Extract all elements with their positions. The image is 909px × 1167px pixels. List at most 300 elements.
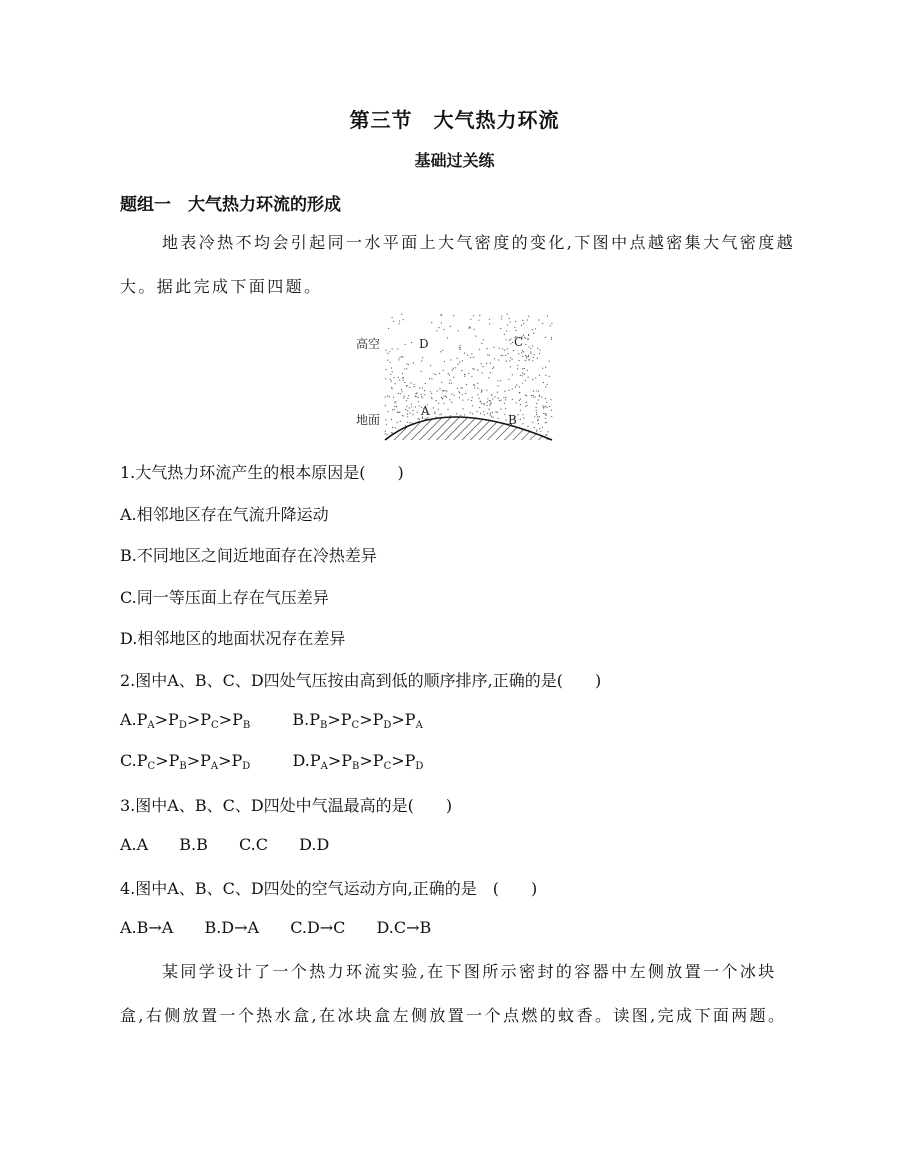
density-dot xyxy=(421,396,422,397)
density-dot xyxy=(481,390,482,391)
density-dot xyxy=(527,338,528,339)
density-dot xyxy=(477,383,478,384)
density-dot xyxy=(440,351,441,352)
density-dot xyxy=(517,414,518,415)
density-dot xyxy=(443,370,444,371)
density-dot xyxy=(385,405,386,406)
density-dot xyxy=(473,384,474,385)
density-dot xyxy=(449,383,450,384)
density-dot xyxy=(411,403,412,404)
density-dot xyxy=(406,385,407,386)
density-dot xyxy=(526,356,527,357)
density-dot xyxy=(506,360,507,361)
density-dot xyxy=(551,410,552,411)
density-dot xyxy=(522,320,523,321)
density-dot xyxy=(549,376,550,377)
density-dot xyxy=(488,377,489,378)
density-dot xyxy=(545,413,546,414)
density-dot xyxy=(409,387,410,388)
density-dot xyxy=(398,377,399,378)
density-dot xyxy=(387,395,388,396)
density-dot xyxy=(441,413,442,414)
density-dot xyxy=(392,348,393,349)
density-dot xyxy=(533,391,534,392)
density-dot xyxy=(390,379,391,380)
density-dot xyxy=(515,386,516,387)
density-dot xyxy=(528,355,529,356)
density-dot xyxy=(481,372,482,373)
density-dot xyxy=(390,374,391,375)
question-3-stem: 3.图中A、B、C、D四处中气温最高的是( ) xyxy=(120,796,453,815)
density-dot xyxy=(517,368,518,369)
ground-hatch xyxy=(385,417,552,440)
density-dot xyxy=(470,412,471,413)
density-dot xyxy=(455,367,456,368)
density-dot xyxy=(516,402,517,403)
density-dot xyxy=(421,371,422,372)
density-dot xyxy=(481,363,482,364)
density-dot xyxy=(391,367,392,368)
density-dot xyxy=(516,330,517,331)
density-dot xyxy=(520,399,521,400)
density-dot xyxy=(507,314,508,315)
density-figure xyxy=(352,312,562,446)
question-1-option-d: D.相邻地区的地面状况存在差异 xyxy=(120,629,346,648)
density-dot xyxy=(416,393,417,394)
density-dot xyxy=(500,328,501,329)
density-dot xyxy=(537,348,538,349)
density-dot xyxy=(402,391,403,392)
density-dot xyxy=(406,400,407,401)
density-dot xyxy=(389,396,390,397)
density-dot xyxy=(506,330,507,331)
density-dot xyxy=(512,388,513,389)
density-dot xyxy=(523,418,524,419)
question-4-stem: 4.图中A、B、C、D四处的空气运动方向,正确的是 ( ) xyxy=(120,879,538,898)
density-dot xyxy=(538,399,539,400)
density-dot xyxy=(518,353,519,354)
density-dot xyxy=(479,407,480,408)
density-dot xyxy=(487,413,488,414)
density-dot xyxy=(512,374,513,375)
density-dot xyxy=(526,395,527,396)
density-dot xyxy=(470,319,471,320)
density-dot xyxy=(493,417,494,418)
density-dot xyxy=(521,325,522,326)
density-dot xyxy=(441,382,442,383)
group-heading: 题组一 大气热力环流的形成 xyxy=(120,195,341,215)
density-dot xyxy=(545,418,546,419)
density-dot xyxy=(401,314,402,315)
density-dot xyxy=(457,388,458,389)
density-dot xyxy=(477,388,478,389)
density-dot xyxy=(421,394,422,395)
density-dot xyxy=(545,375,546,376)
question-4-option-a: A.B→A xyxy=(120,918,174,937)
density-dot xyxy=(524,374,525,375)
density-dot xyxy=(501,318,502,319)
density-dot xyxy=(387,411,388,412)
density-dot xyxy=(543,413,544,414)
density-dot xyxy=(421,360,422,361)
density-dot xyxy=(387,360,388,361)
density-dot xyxy=(405,344,406,345)
density-dot xyxy=(523,323,524,324)
density-dot xyxy=(414,386,415,387)
question-1-option-b: B.不同地区之间近地面存在冷热差异 xyxy=(120,546,377,565)
density-dot xyxy=(477,370,478,371)
density-dot xyxy=(487,398,488,399)
density-dot xyxy=(504,334,505,335)
density-dot xyxy=(524,368,525,369)
density-dot xyxy=(538,423,539,424)
density-dot xyxy=(501,316,502,317)
density-dot xyxy=(519,386,520,387)
density-dot xyxy=(411,406,412,407)
density-dot xyxy=(424,394,425,395)
density-dot xyxy=(539,416,540,417)
density-dot xyxy=(398,359,399,360)
density-dot xyxy=(504,391,505,392)
density-dot xyxy=(494,396,495,397)
density-dot xyxy=(512,359,513,360)
density-dot xyxy=(483,404,484,405)
density-dot xyxy=(502,348,503,349)
density-dot xyxy=(400,393,401,394)
density-dot xyxy=(451,402,452,403)
density-dot xyxy=(492,398,493,399)
density-dot xyxy=(489,400,490,401)
density-dot xyxy=(486,390,487,391)
density-dot xyxy=(459,349,460,350)
density-dot xyxy=(389,351,390,352)
density-dot xyxy=(422,387,423,388)
density-dot xyxy=(525,360,526,361)
density-dot xyxy=(407,398,408,399)
density-dot xyxy=(417,412,418,413)
density-dot xyxy=(406,363,407,364)
density-dot xyxy=(531,395,532,396)
density-dot xyxy=(397,348,398,349)
density-dot xyxy=(454,395,455,396)
question-2-option-a: $A.P_A>P_D>P_C>P_B$ xyxy=(120,710,251,731)
density-dot xyxy=(545,337,546,338)
intro-paragraph-2: 某同学设计了一个热力环流实验,在下图所示密封的容器中左侧放置一个冰块盒,右侧放置一个热水盒,在冰块盒左侧放置一个点燃的蚊香。读图,完成下面两题。 xyxy=(120,962,787,1025)
density-dot xyxy=(490,415,491,416)
density-dot xyxy=(385,378,386,379)
density-dot xyxy=(505,408,506,409)
density-dot xyxy=(497,418,498,419)
density-dot xyxy=(404,382,405,383)
density-dot xyxy=(545,398,546,399)
density-dot xyxy=(532,379,533,380)
density-dot xyxy=(510,366,511,367)
density-dot xyxy=(401,389,402,390)
density-dot xyxy=(532,329,533,330)
density-dot xyxy=(478,320,479,321)
density-dot xyxy=(516,385,517,386)
density-dot xyxy=(545,406,546,407)
density-dot xyxy=(508,379,509,380)
density-dot xyxy=(525,406,526,407)
density-dot xyxy=(536,390,537,391)
density-dot xyxy=(444,390,445,391)
density-dot xyxy=(551,416,552,417)
density-dot xyxy=(491,394,492,395)
density-diagram xyxy=(352,312,562,442)
density-dot xyxy=(546,402,547,403)
density-dot xyxy=(419,387,420,388)
density-dot xyxy=(412,410,413,411)
density-dot xyxy=(395,383,396,384)
density-dot xyxy=(550,325,551,326)
density-dot xyxy=(507,324,508,325)
density-dot xyxy=(491,395,492,396)
density-dot xyxy=(452,369,453,370)
density-dot xyxy=(472,397,473,398)
density-dot xyxy=(394,409,395,410)
density-dot xyxy=(545,422,546,423)
density-dot xyxy=(406,368,407,369)
density-dot xyxy=(399,380,400,381)
density-dot xyxy=(385,419,386,420)
density-dot xyxy=(525,395,526,396)
density-dot xyxy=(539,395,540,396)
density-dot xyxy=(545,386,546,387)
density-dot xyxy=(431,397,432,398)
question-1-option-a: A.相邻地区存在气流升降运动 xyxy=(120,505,329,524)
density-dot xyxy=(519,392,520,393)
density-dot xyxy=(402,373,403,374)
density-dot xyxy=(522,350,523,351)
density-dot xyxy=(472,413,473,414)
density-dot xyxy=(437,390,438,391)
density-dot xyxy=(505,339,506,340)
density-dot xyxy=(534,416,535,417)
density-dot xyxy=(520,404,521,405)
density-dot xyxy=(541,396,542,397)
density-dot xyxy=(471,353,472,354)
point-d-label: D xyxy=(419,337,429,351)
density-dot xyxy=(442,390,443,391)
density-dot xyxy=(411,342,412,343)
density-dot xyxy=(508,353,509,354)
density-dot xyxy=(466,384,467,385)
density-dot xyxy=(505,397,506,398)
density-dot xyxy=(390,362,391,363)
density-dot xyxy=(509,390,510,391)
density-dot xyxy=(487,354,488,355)
density-dot xyxy=(494,358,495,359)
density-dot xyxy=(530,353,531,354)
density-dot xyxy=(449,399,450,400)
density-dot xyxy=(431,378,432,379)
density-dot xyxy=(398,393,399,394)
density-dot xyxy=(408,395,409,396)
density-dot xyxy=(526,402,527,403)
density-dot xyxy=(394,406,395,407)
density-dot xyxy=(474,329,475,330)
density-dot xyxy=(468,399,469,400)
question-2-options-row-1 xyxy=(120,710,423,731)
density-dot xyxy=(471,400,472,401)
density-dot xyxy=(539,353,540,354)
density-dot xyxy=(402,356,403,357)
density-dot xyxy=(461,370,462,371)
density-dot xyxy=(545,367,546,368)
density-dot xyxy=(483,339,484,340)
density-dot xyxy=(445,395,446,396)
density-dot xyxy=(547,384,548,385)
density-dot xyxy=(486,405,487,406)
density-dot xyxy=(403,397,404,398)
density-dot xyxy=(487,348,488,349)
density-dot xyxy=(489,355,490,356)
density-dot xyxy=(507,348,508,349)
density-dot xyxy=(433,373,434,374)
density-dot xyxy=(510,338,511,339)
density-dot xyxy=(470,327,471,328)
density-dot xyxy=(450,326,451,327)
density-dot xyxy=(502,355,503,356)
density-dot xyxy=(409,407,410,408)
question-3-option-a: A.A xyxy=(120,835,149,854)
density-dot xyxy=(540,431,541,432)
density-dot xyxy=(482,366,483,367)
density-dot xyxy=(497,397,498,398)
density-dot xyxy=(468,373,469,374)
point-c-label: C xyxy=(514,335,524,349)
density-dot xyxy=(469,326,470,327)
density-dot xyxy=(479,315,480,316)
density-dot xyxy=(501,400,502,401)
density-dot xyxy=(444,361,445,362)
density-dot xyxy=(399,412,400,413)
density-dot xyxy=(478,398,479,399)
question-4-options xyxy=(120,918,431,937)
density-dot xyxy=(536,414,537,415)
density-dot xyxy=(488,409,489,410)
density-dot xyxy=(388,328,389,329)
density-dot xyxy=(431,398,432,399)
density-dot xyxy=(538,319,539,320)
density-dot xyxy=(498,359,499,360)
density-dot xyxy=(548,431,549,432)
density-dot xyxy=(410,382,411,383)
density-dot xyxy=(418,418,419,419)
density-dot xyxy=(522,375,523,376)
density-dot xyxy=(448,373,449,374)
density-dot xyxy=(497,380,498,381)
density-dot xyxy=(519,360,520,361)
density-dot xyxy=(525,338,526,339)
density-dot xyxy=(542,405,543,406)
density-dot xyxy=(407,416,408,417)
density-dot xyxy=(537,358,538,359)
density-dot xyxy=(522,368,523,369)
density-dot xyxy=(386,424,387,425)
density-dot xyxy=(433,407,434,408)
density-dot xyxy=(422,357,423,358)
density-dot xyxy=(549,361,550,362)
density-dot xyxy=(416,396,417,397)
density-dot xyxy=(499,400,500,401)
density-dot xyxy=(547,407,548,408)
density-dot xyxy=(393,321,394,322)
density-dot xyxy=(439,388,440,389)
density-dot xyxy=(402,378,403,379)
density-dot xyxy=(396,406,397,407)
density-dot xyxy=(477,394,478,395)
density-dot xyxy=(471,376,472,377)
density-dot xyxy=(385,396,386,397)
density-dot xyxy=(522,414,523,415)
density-dot xyxy=(460,345,461,346)
density-dot xyxy=(394,402,395,403)
density-dot xyxy=(444,329,445,330)
question-4-option-d: D.C→B xyxy=(376,918,432,937)
density-dot xyxy=(480,401,481,402)
density-dot xyxy=(399,357,400,358)
density-dot xyxy=(441,397,442,398)
density-dot xyxy=(450,415,451,416)
density-dot xyxy=(528,334,529,335)
density-dot xyxy=(484,414,485,415)
density-dot xyxy=(402,415,403,416)
density-dot xyxy=(550,399,551,400)
density-dot xyxy=(444,403,445,404)
density-dot xyxy=(457,364,458,365)
density-dot xyxy=(435,400,436,401)
density-dot xyxy=(503,397,504,398)
density-dot xyxy=(551,339,552,340)
density-dot xyxy=(453,368,454,369)
density-dot xyxy=(468,327,469,328)
density-dot xyxy=(422,397,423,398)
intro-paragraph-1: 地表冷热不均会引起同一水平面上大气密度的变化,下图中点越密集大气密度越大。据此完成下面四题。 xyxy=(120,233,796,296)
density-dot xyxy=(527,426,528,427)
density-dot xyxy=(505,355,506,356)
density-dot xyxy=(535,396,536,397)
density-dot xyxy=(387,353,388,354)
density-dot xyxy=(532,345,533,346)
page-title: 第三节 大气热力环流 xyxy=(349,108,560,132)
density-dot xyxy=(399,323,400,324)
label-ground: 地面 xyxy=(356,413,381,427)
density-dot xyxy=(539,349,540,350)
density-dot xyxy=(513,350,514,351)
density-dot xyxy=(538,391,539,392)
density-dot xyxy=(487,402,488,403)
density-dot xyxy=(542,368,543,369)
question-1-stem: 1.大气热力环流产生的根本原因是( ) xyxy=(120,463,404,482)
density-dot xyxy=(524,337,525,338)
density-dot xyxy=(522,382,523,383)
label-high-altitude: 高空 xyxy=(356,337,381,351)
density-dot xyxy=(430,365,431,366)
density-dot xyxy=(520,419,521,420)
density-dot xyxy=(460,415,461,416)
density-dot xyxy=(528,346,529,347)
density-dot xyxy=(386,434,387,435)
density-dot xyxy=(407,414,408,415)
density-dot xyxy=(392,317,393,318)
density-dot xyxy=(522,372,523,373)
density-dot xyxy=(462,400,463,401)
question-3-option-c: C.C xyxy=(239,835,268,854)
density-dot xyxy=(443,396,444,397)
density-dot xyxy=(528,316,529,317)
